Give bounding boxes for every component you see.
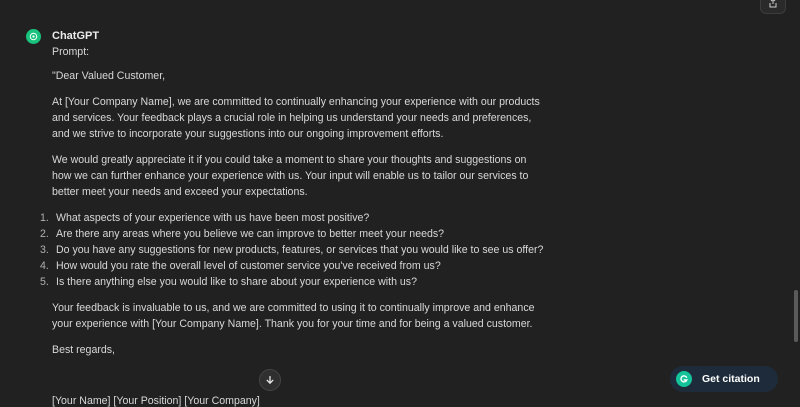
share-icon [768, 0, 778, 8]
grammarly-logo-icon [676, 371, 692, 387]
question-text: What aspects of your experience with us have been most positive? [56, 212, 370, 224]
list-item [40, 242, 547, 258]
list-item [40, 274, 547, 290]
question-text: Is there anything else you would like to share about your experience with us? [56, 276, 417, 288]
paragraph-intro: At [Your Company Name], we are committed to continually enhancing your experience with our products and services. Your feedback plays a crucial role in helping us understand your needs and preferences, and we strive to incorporate your suggestions into our ongoing improvement efforts. [52, 96, 540, 140]
share-button[interactable] [760, 0, 786, 14]
question-text: Are there any areas where you believe we can improve to better meet your needs? [56, 228, 445, 240]
prompt-label: Prompt: [52, 46, 90, 58]
signature: [Your Name] [Your Position] [Your Company] [52, 395, 260, 407]
question-list [40, 210, 547, 290]
closing: Best regards, [52, 344, 116, 356]
list-number: 2. [40, 228, 49, 240]
paragraph-request: We would greatly appreciate it if you could take a moment to share your thoughts and suggestions on how we can further enhance your experience with us. Your input will enable us to tailor our services to better meet your needs and exceed your expectations. [52, 154, 529, 198]
question-text: Do you have any suggestions for new products, features, or services that you would like to see us offer? [56, 244, 544, 256]
citation-label: Get citation [702, 373, 760, 385]
chatgpt-avatar [26, 29, 41, 44]
list-item [40, 226, 547, 242]
scrollbar-thumb[interactable] [794, 290, 798, 342]
list-number: 1. [40, 212, 49, 224]
openai-logo-icon [29, 32, 38, 41]
list-number: 5. [40, 276, 49, 288]
list-number: 3. [40, 244, 49, 256]
message-author: ChatGPT [52, 30, 100, 42]
paragraph-thanks: Your feedback is invaluable to us, and we are committed to using it to continually improve and enhance your experience with [Your Company Name]. Thank you for your time and for being a valued customer. [52, 302, 535, 330]
get-citation-button[interactable] [670, 366, 778, 392]
greeting: "Dear Valued Customer, [52, 70, 166, 82]
list-item [40, 258, 547, 274]
arrow-down-icon [265, 375, 275, 385]
list-number: 4. [40, 260, 49, 272]
assistant-message [40, 44, 547, 366]
list-item [40, 210, 547, 226]
question-text: How would you rate the overall level of customer service you've received from us? [56, 260, 441, 272]
scroll-to-bottom-button[interactable] [259, 369, 281, 391]
